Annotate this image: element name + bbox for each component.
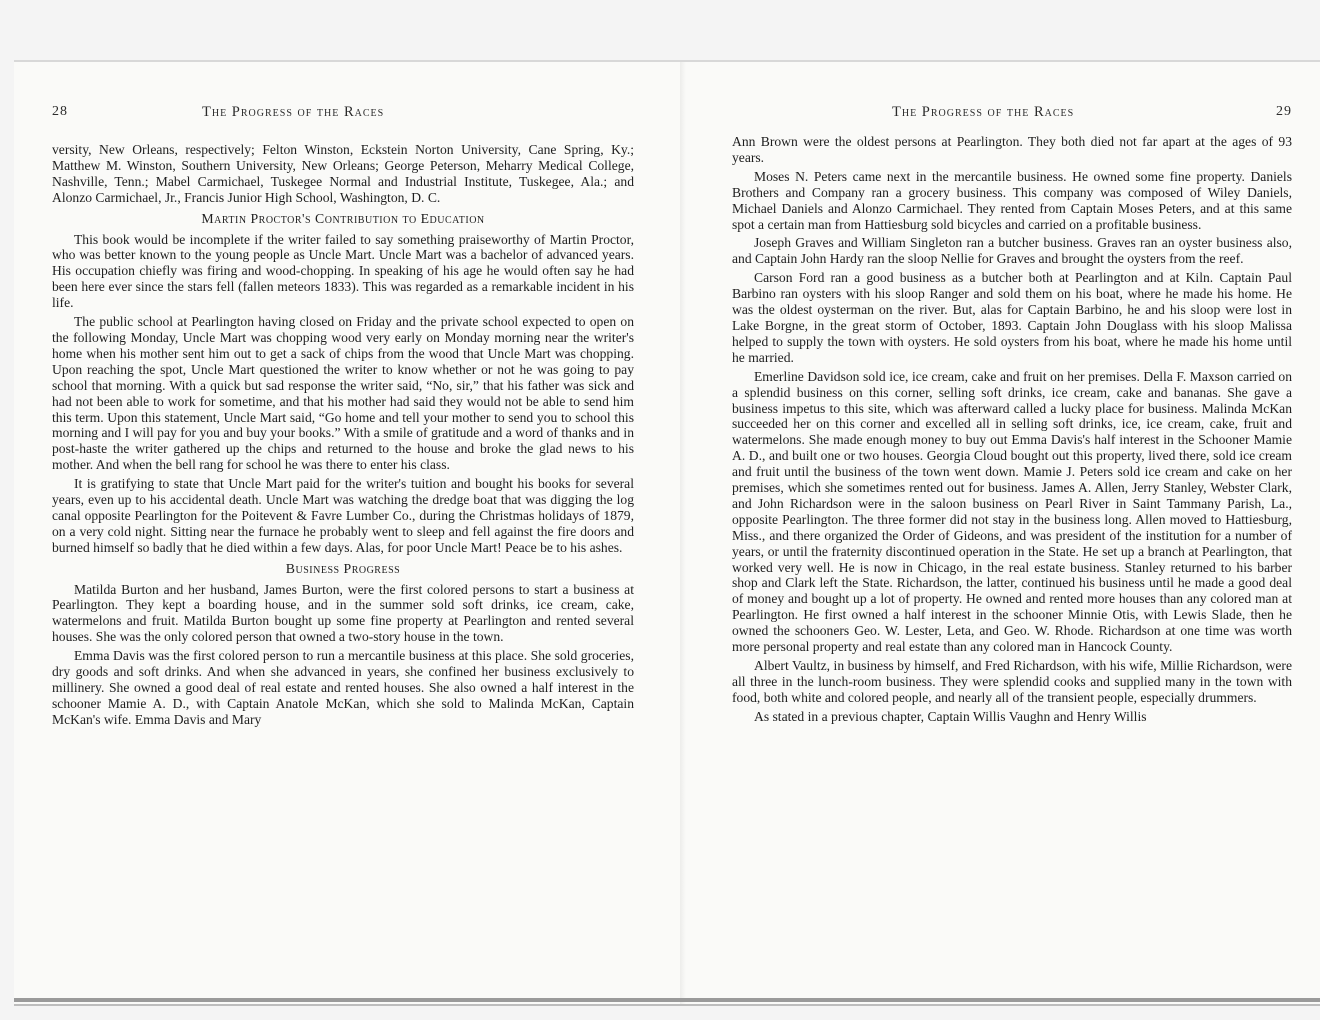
section-heading-martin-proctor: Martin Proctor's Contribution to Education	[201, 210, 485, 226]
paragraph: The public school at Pearlington having closed on Friday and the private school expected to open on the following Monday, Uncle Mart was chopping wood very early on Monday morning near the writer's home when his mother sent him out to get a sack of chips from the wood that Uncle Mart was chopping. Upon reaching the spot, Uncle Mart questioned the writer to know whether or not he was going to pay school that morning. With a quick but sad response the writer said, “No, sir,” that his father was sick and had not been able to work for sometime, and that his mother had said they would not be able to send him this term. Upon this statement, Uncle Mart said, “Go home and tell your mother to send you to school this morning and I will pay for you and buy your books.” With a smile of gratitude and a word of thanks and in post-haste the writer gathered up the chips and returned to the house and broke the glad news to his mother. And when the bell rang for school he was there to enter his class.	[52, 314, 634, 473]
paragraph: Matilda Burton and her husband, James Burton, were the first colored persons to start a business at Pearlington. They kept a boarding house, and in the summer sold soft drinks, ice cream, cake, watermelons and fruit. Matilda Burton bought up some fine property at Pearlington and rented several houses. She was the only colored person that owned a two-story house in the town.	[52, 581, 634, 645]
right-page-number: 29	[1276, 104, 1292, 119]
left-page-text	[52, 142, 634, 731]
left-page-number: 28	[52, 104, 68, 119]
paragraph: As stated in a previous chapter, Captain Willis Vaughn and Henry Willis	[754, 708, 1147, 724]
book-spread	[14, 62, 1320, 1004]
paragraph: Albert Vaultz, in business by himself, and Fred Richardson, with his wife, Millie Richardson, were all three in the lunch-room business. They were splendid cooks and supplied many in the town with food, both white and colored people, and nearly all of the transient people, especially drummers.	[732, 658, 1292, 705]
paragraph: Joseph Graves and William Singleton ran a butcher business. Graves ran an oyster business also, and Captain John Hardy ran the sloop Nellie for Graves and brought the oysters from the reef.	[732, 235, 1292, 267]
right-intro-paragraph: Ann Brown were the oldest persons at Pearlington. They both died not far apart at the ages of 93 years.	[732, 134, 1292, 165]
scan-bottom-edge	[14, 998, 1320, 1002]
paragraph: Carson Ford ran a good business as a butcher both at Pearlington and at Kiln. Captain Paul Barbino ran oysters with his sloop Ranger and sold them on his boat, where he made his home. He was the oldest oysterman on the river. But, alas for Captain Barbino, he and his sloop were lost in Lake Borgne, in the great storm of October, 1893. Captain John Douglass with his sloop Malissa helped to supply the town with oysters. He sold oysters from his boat, where he made his home until he married.	[732, 270, 1292, 365]
left-intro-paragraph: versity, New Orleans, respectively; Felton Winston, Eckstein Norton University, Cane Spring, Ky.; Matthew M. Winston, Southern University, New Orleans; George Peterson, Meharry Medical College, Nashville, Tenn.; Mabel Carmichael, Tuskegee Normal and Industrial Institute, Tuskegee, Ala.; and Alonzo Carmichael, Jr., Francis Junior High School, Washington, D. C.	[52, 142, 634, 205]
paragraph: This book would be incomplete if the writer failed to say something praiseworthy of Martin Proctor, who was better known to the young people as Uncle Mart. Uncle Mart was a bachelor of advanced years. His occupation chiefly was firing and wood-chopping. In speaking of his age he would often say he had been here ever since the stars fell (fallen meteors 1833). This was regarded as a remarkable incident in his life.	[52, 231, 634, 311]
left-running-title: The Progress of the Races	[202, 104, 385, 120]
paragraph: Moses N. Peters came next in the mercantile business. He owned some fine property. Daniels Brothers and Company ran a grocery business. This company was composed of Wiley Daniels, Michael Daniels and Alonzo Carmichael. They rented from Captain Moses Peters, and at this same spot a certain man from Hattiesburg sold bicycles and carried on a profitable business.	[732, 168, 1292, 232]
paragraph: Emerline Davidson sold ice, ice cream, cake and fruit on her premises. Della F. Maxson carried on a splendid business on this corner, selling soft drinks, ice cream, cake and bananas. She gave a business impetus to this site, which was afterward called a lucky place for business. Malinda McKan succeeded her on this corner and excelled all in selling soft drinks, ice, ice cream, cake, fruit and watermelons. She made enough money to buy out Emma Davis's half interest in the Schooner Mamie A. D., and built one or two houses. Georgia Cloud bought out this property, lived there, sold ice cream and fruit until the business of the town went down. Mamie J. Peters sold ice cream and cake on her premises, which she sometimes rented out for business. James A. Allen, Jerry Stanley, Webster Clark, and John Richardson were in the saloon business on Pearl River in Saint Tammany Parish, La., opposite Pearlington. The three former did not stay in the business long. Allen moved to Hattiesburg, Miss., and there organized the Order of Gideons, and was president of the institution for a number of years, or until the fraternity discontinued operation in the State. He set up a branch at Pearlington, that worked very well. He is now in Chicago, in the real estate business. Stanley returned to his barber shop and Clark left the State. Richardson, the latter, continued his business until he made a good deal of money and bought up a lot of property. He owned and rented more houses than any colored man at Pearlington. He first owned a half interest in the schooner Minnie Otis, with Lewis Slade, then he owned the schooners Geo. W. Lester, Leta, and Geo. W. Rhode. Richardson at one time was worth more personal property and real estate than any colored man in Hancock County.	[732, 368, 1292, 655]
section-heading-business-progress: Business Progress	[285, 560, 401, 576]
book-gutter	[680, 62, 686, 1004]
right-running-title: The Progress of the Races	[892, 104, 1075, 120]
paragraph: It is gratifying to state that Uncle Mart paid for the writer's tuition and bought his books for several years, even up to his accidental death. Uncle Mart was watching the dredge boat that was digging the log canal opposite Pearlington for the Poitevent & Favre Lumber Co., during the Christmas holidays of 1879, on a very cold night. Sitting near the furnace he probably went to sleep and fell against the fire doors and burned himself so badly that he died within a few days. Alas, for poor Uncle Mart! Peace be to his ashes.	[52, 476, 634, 555]
right-page-text	[732, 134, 1292, 728]
paragraph: Emma Davis was the first colored person to run a mercantile business at this place. She sold groceries, dry goods and soft drinks. And when she advanced in years, she confined her business exclusively to millinery. She owned a good deal of real estate and rented houses. She also owned a half interest in the schooner Mamie A. D., with Captain Anatole McKan, which she sold to Malinda McKan, Captain McKan's wife. Emma Davis and Mary	[52, 648, 634, 727]
